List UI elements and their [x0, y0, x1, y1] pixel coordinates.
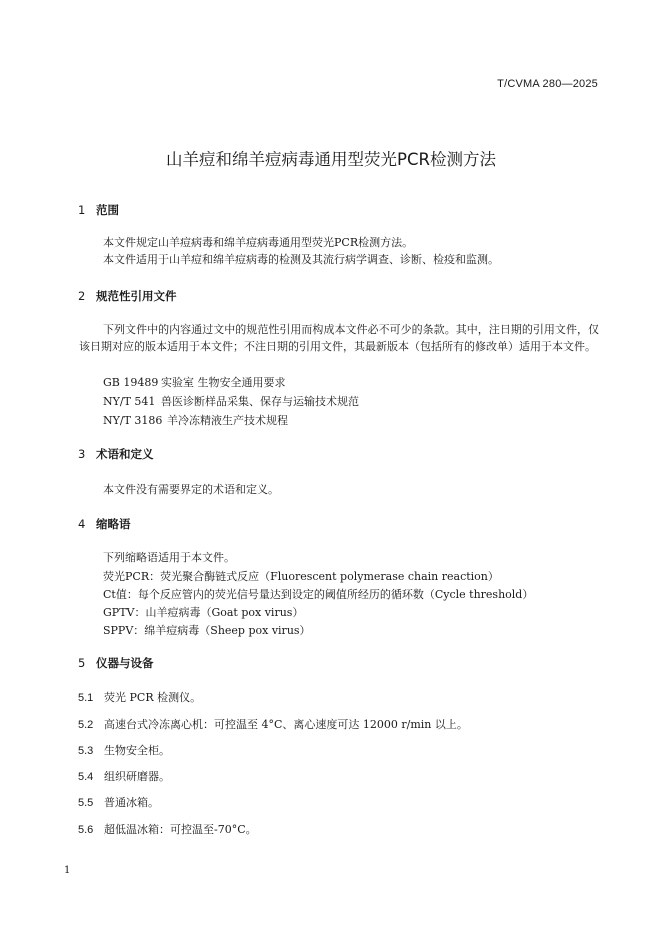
section-title: 范围	[96, 203, 119, 217]
section-title: 缩略语	[96, 517, 131, 531]
clause-text: 组织研磨器。	[104, 770, 170, 783]
clause-text: 超低温冰箱：可控温至-70°C。	[104, 823, 257, 836]
normative-refs-intro: 下列文件中的内容通过文中的规范性引用而构成本文件必不可少的条款。其中，注日期的引用文件，仅该日期对应的版本适用于本文件；不注日期的引用文件，其最新版本（包括所有的修改单）适用于本文件。	[79, 323, 599, 353]
ref-item	[103, 412, 288, 429]
ref-item	[103, 374, 286, 391]
section-2-heading	[78, 288, 177, 304]
terms-paragraph: 本文件没有需要界定的术语和定义。	[103, 483, 279, 496]
ref-code: NY/T 541	[103, 395, 156, 408]
clause-5-2	[78, 716, 468, 732]
ref-code: GB 19489	[103, 376, 159, 389]
abbrev-item: Ct值：每个反应管内的荧光信号量达到设定的阈值所经历的循环数（Cycle threshold）	[103, 588, 534, 601]
clause-number: 5.1	[78, 692, 94, 704]
clause-text: 普通冰箱。	[104, 796, 159, 809]
ref-item	[103, 393, 359, 410]
section-number: 1	[78, 203, 86, 217]
section-number: 3	[78, 447, 86, 461]
scope-paragraph-2: 本文件适用于山羊痘和绵羊痘病毒的检测及其流行病学调查、诊断、检疫和监测。	[103, 253, 499, 266]
abbrev-item: GPTV：山羊痘病毒（Goat pox virus）	[103, 606, 304, 619]
abbrev-item: 荧光PCR：荧光聚合酶链式反应（Fluorescent polymerase chain reaction）	[103, 570, 499, 583]
clause-5-5	[78, 794, 159, 810]
clause-number: 5.6	[78, 824, 94, 836]
clause-number: 5.4	[78, 771, 94, 783]
clause-number: 5.2	[78, 719, 94, 731]
section-3-heading	[78, 446, 154, 462]
section-title: 术语和定义	[96, 447, 154, 461]
clause-number: 5.3	[78, 745, 94, 757]
clause-5-6	[78, 821, 257, 837]
clause-5-3	[78, 742, 170, 758]
section-title: 规范性引用文件	[96, 289, 177, 303]
ref-name: 实验室 生物安全通用要求	[161, 376, 286, 389]
abbrev-intro: 下列缩略语适用于本文件。	[103, 551, 235, 564]
page-number: 1	[64, 865, 71, 876]
section-1-heading	[78, 202, 119, 218]
section-5-heading	[78, 655, 154, 671]
section-number: 5	[78, 656, 86, 670]
clause-5-4	[78, 768, 170, 784]
section-title: 仪器与设备	[96, 656, 154, 670]
scope-paragraph-1: 本文件规定山羊痘病毒和绵羊痘病毒通用型荧光PCR检测方法。	[103, 236, 414, 249]
section-number: 4	[78, 517, 86, 531]
section-4-heading	[78, 516, 131, 532]
document-title: 山羊痘和绵羊痘病毒通用型荧光PCR检测方法	[166, 150, 496, 169]
clause-text: 生物安全柜。	[104, 744, 170, 757]
clause-text: 荧光 PCR 检测仪。	[104, 691, 202, 704]
abbrev-item: SPPV：绵羊痘病毒（Sheep pox virus）	[103, 624, 311, 637]
clause-number: 5.5	[78, 797, 94, 809]
section-number: 2	[78, 289, 86, 303]
clause-5-1	[78, 689, 201, 705]
ref-code: NY/T 3186	[103, 414, 163, 427]
ref-name: 羊冷冻精液生产技术规程	[167, 414, 288, 427]
ref-name: 兽医诊断样品采集、保存与运输技术规范	[161, 395, 359, 408]
document-code: T/CVMA 280—2025	[497, 78, 598, 90]
clause-text: 高速台式冷冻离心机：可控温至 4°C、离心速度可达 12000 r/min 以上。	[104, 718, 468, 731]
